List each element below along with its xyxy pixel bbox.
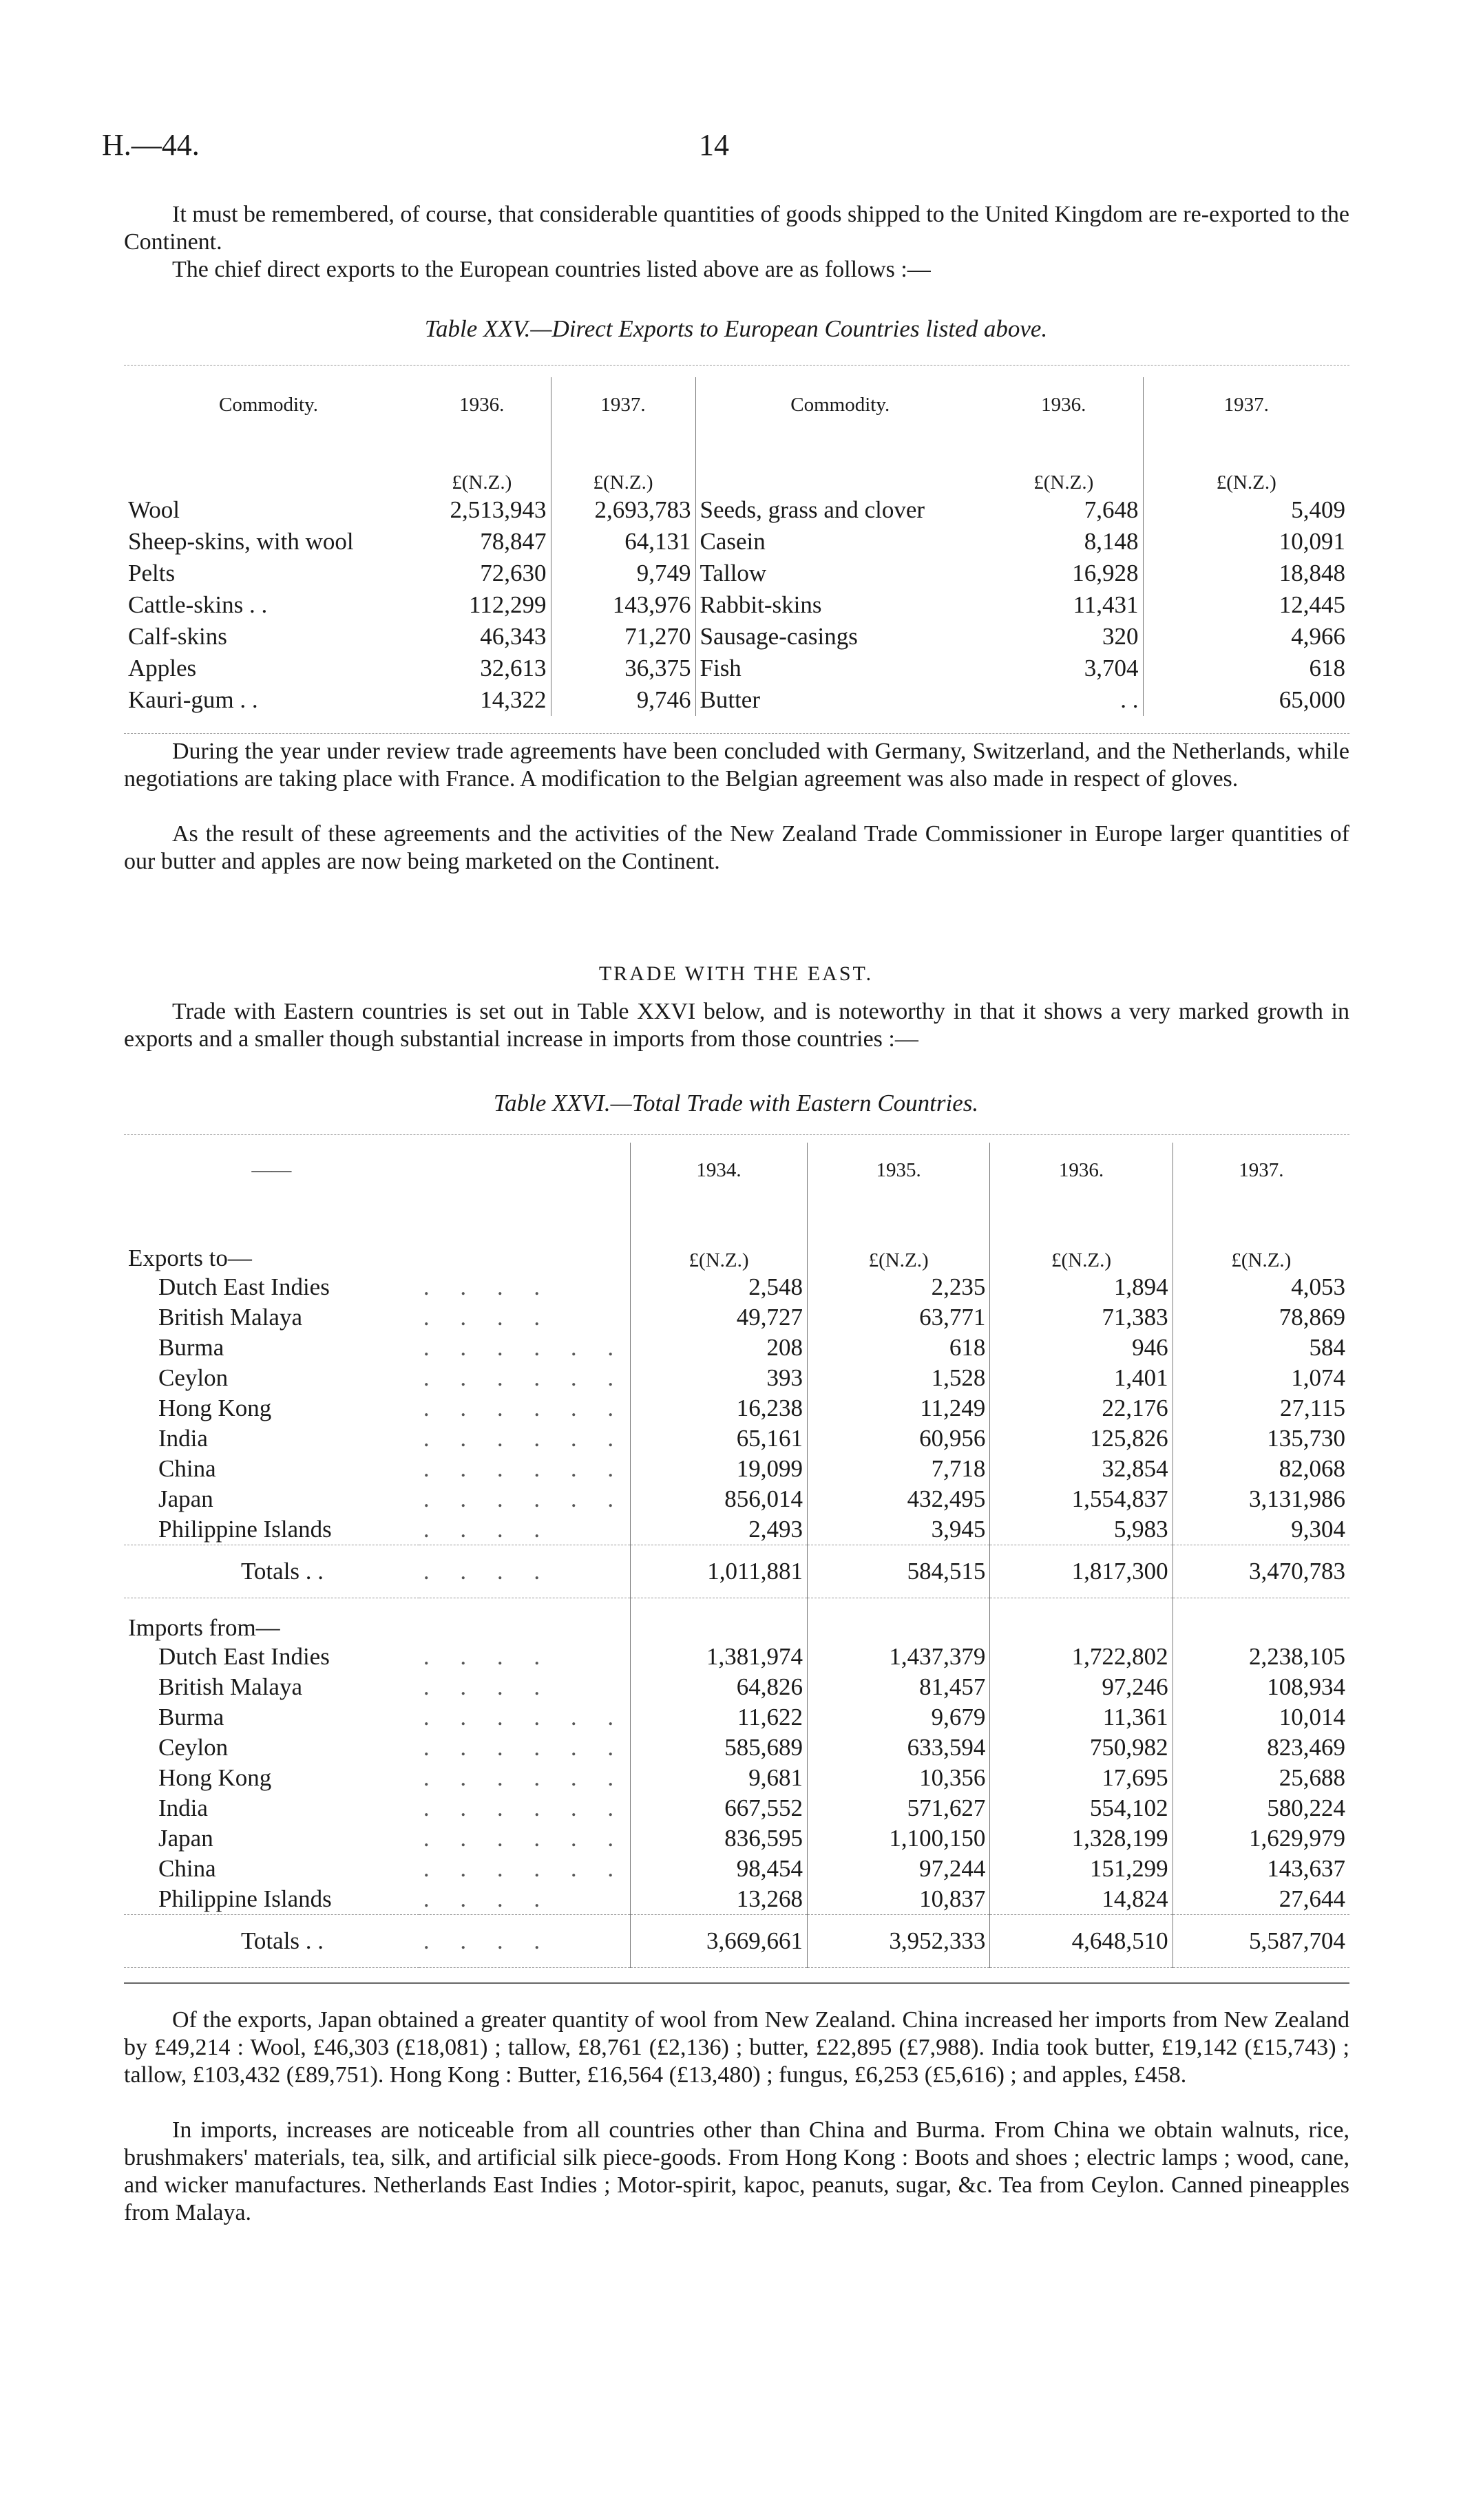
- t26-leader-dots: . . . . . .: [419, 1363, 631, 1393]
- t25-left-1936: 32,613: [413, 653, 551, 684]
- t26-export-1934: 208: [631, 1333, 808, 1363]
- t26-import-1937: 27,644: [1279, 1885, 1345, 1912]
- t26-leader-dots: . . . .: [419, 1302, 631, 1333]
- t26-import-1936: 1,328,199: [990, 1823, 1173, 1854]
- t26-import-1934: 585,689: [631, 1733, 808, 1763]
- t25-right-commodity: Seeds, grass and clover: [700, 496, 925, 523]
- t25-unit-1937-right: £(N.Z.): [1216, 472, 1276, 494]
- t26-import-1935: 1,100,150: [807, 1823, 989, 1854]
- intro-paragraph-2: The chief direct exports to the European countries listed above are as follows :—: [172, 257, 931, 282]
- t25-right-1936: . .: [985, 684, 1143, 716]
- t26-export-1935: 1,528: [807, 1363, 989, 1393]
- t25-right-1937: 65,000: [1279, 686, 1345, 713]
- t26-export-1934: 856,014: [631, 1484, 808, 1514]
- t26-import-1934: 836,595: [631, 1823, 808, 1854]
- t26-leader-dots: . . . .: [419, 1914, 631, 1967]
- t26-import-country: Hong Kong: [158, 1764, 272, 1791]
- t25-left-1937: 9,746: [551, 684, 695, 716]
- t26-import-1934: 9,681: [631, 1763, 808, 1793]
- t26-leader-dots: . . . .: [419, 1272, 631, 1302]
- middle-paragraph-2: As the result of these agreements and the activities of the New Zealand Trade Commissioner in Europe larger quantities of our butter and apples are now being marketed on the Continent.: [124, 821, 1349, 874]
- t26-leader-dots: . . . . . .: [419, 1484, 631, 1514]
- t26-export-1934: 19,099: [631, 1454, 808, 1484]
- t26-export-1936: 1,401: [990, 1363, 1173, 1393]
- t25-right-commodity: Tallow: [700, 560, 767, 586]
- t26-export-country: Philippine Islands: [158, 1515, 332, 1543]
- t25-left-commodity: Pelts: [128, 560, 176, 586]
- t26-imports-total-1934: 3,669,661: [631, 1914, 808, 1967]
- t26-label-header: ——: [251, 1158, 292, 1181]
- t25-right-1937: 5,409: [1291, 496, 1345, 523]
- t26-export-country: Ceylon: [158, 1364, 229, 1391]
- t26-export-1935: 63,771: [807, 1302, 989, 1333]
- t26-leader-dots: . . . . . .: [419, 1823, 631, 1854]
- t26-import-1937: 1,629,979: [1249, 1825, 1345, 1852]
- t26-imports-totals-label: Totals . .: [241, 1927, 324, 1954]
- t26-unit-1937: £(N.Z.): [1231, 1249, 1292, 1271]
- t26-leader-dots: . . . . . .: [419, 1702, 631, 1733]
- t25-right-1937: 10,091: [1279, 528, 1345, 555]
- t26-exports-total-1934: 1,011,881: [631, 1545, 808, 1598]
- t26-exports-total-1936: 1,817,300: [990, 1545, 1173, 1598]
- table-26-top-rule: [124, 1134, 1349, 1135]
- table-25-bottom-rule: [124, 733, 1349, 734]
- t26-export-country: British Malaya: [158, 1304, 302, 1331]
- t26-export-1937: 27,115: [1280, 1395, 1345, 1421]
- t26-leader-dots: . . . . . .: [419, 1333, 631, 1363]
- t26-export-1937: 9,304: [1291, 1515, 1345, 1543]
- t26-export-1934: 2,493: [631, 1514, 808, 1545]
- east-intro-paragraph: Trade with Eastern countries is set out in Table XXVI below, and is noteworthy in that it shows a very marked growth in exports and a smaller though substantial increase in imports from those countries :—: [124, 999, 1349, 1052]
- t26-import-1937: 143,637: [1267, 1855, 1345, 1882]
- t26-exports-totals-label: Totals . .: [241, 1557, 324, 1585]
- t26-leader-dots: . . . . . .: [419, 1763, 631, 1793]
- t25-left-commodity: Cattle-skins . .: [128, 591, 268, 618]
- t26-leader-dots: . . . .: [419, 1545, 631, 1598]
- t26-unit-1935: £(N.Z.): [807, 1198, 989, 1272]
- t26-import-country: China: [158, 1855, 216, 1882]
- t26-import-1937: 580,224: [1267, 1794, 1345, 1821]
- t25-left-1936: 2,513,943: [413, 494, 551, 526]
- t26-import-1937: 25,688: [1279, 1764, 1345, 1791]
- t25-left-commodity: Apples: [128, 655, 197, 681]
- t25-right-commodity: Rabbit-skins: [700, 591, 822, 618]
- t26-export-1934: 49,727: [631, 1302, 808, 1333]
- t26-export-1936: 1,554,837: [990, 1484, 1173, 1514]
- t26-export-1937: 78,869: [1279, 1304, 1345, 1331]
- t26-exports-total-1935: 584,515: [807, 1545, 989, 1598]
- t26-import-1937: 823,469: [1267, 1734, 1345, 1761]
- t26-export-country: India: [158, 1425, 208, 1452]
- t26-import-1936: 554,102: [990, 1793, 1173, 1823]
- t25-unit-1937-left: £(N.Z.): [551, 432, 695, 494]
- t26-1935-header: 1935.: [807, 1143, 989, 1198]
- t25-commodity-header-right: Commodity.: [790, 393, 890, 416]
- t26-exports-label: Exports to—: [128, 1245, 252, 1271]
- table-25-caption: Table XXV.—Direct Exports to European Countries listed above.: [424, 315, 1048, 342]
- closing-paragraph-1: Of the exports, Japan obtained a greater quantity of wool from New Zealand. China increased her imports from New Zealand by £49,214 : Wool, £46,303 (£18,081) ; tallow, £8,761 (£2,136) ; butter, £22,895 (£7,988). India took butter, £19,142 (£15,743) ; tallow, £103,432 (£89,751). Hong Kong : Butter, £16,564 (£13,480) ; fungus, £6,253 (£5,616) ; and apples, £458.: [124, 2007, 1349, 2088]
- t25-left-commodity: Sheep-skins, with wool: [128, 528, 354, 555]
- t25-left-commodity: Kauri-gum . .: [128, 686, 258, 713]
- t25-1937-header-left: 1937.: [551, 377, 695, 432]
- t26-1934-header: 1934.: [631, 1143, 808, 1198]
- t25-right-commodity: Fish: [700, 655, 742, 681]
- t26-export-1937: 82,068: [1279, 1455, 1345, 1482]
- t25-right-1937: 618: [1309, 655, 1345, 681]
- t26-leader-dots: . . . . . .: [419, 1733, 631, 1763]
- t26-leader-dots: . . . .: [419, 1884, 631, 1914]
- t26-export-1935: 618: [807, 1333, 989, 1363]
- t26-import-1934: 13,268: [631, 1884, 808, 1914]
- t26-export-country: Dutch East Indies: [158, 1273, 330, 1300]
- t26-export-1937: 3,131,986: [1249, 1485, 1345, 1512]
- t25-right-1936: 3,704: [985, 653, 1143, 684]
- t26-import-country: Dutch East Indies: [158, 1643, 330, 1670]
- t26-imports-total-1936: 4,648,510: [990, 1914, 1173, 1967]
- t26-import-1934: 667,552: [631, 1793, 808, 1823]
- t26-imports-label: Imports from—: [128, 1614, 280, 1641]
- page-number: 14: [699, 128, 729, 162]
- t25-left-1936: 14,322: [413, 684, 551, 716]
- table-26: [124, 1143, 1349, 1968]
- t26-export-country: Japan: [158, 1485, 213, 1512]
- section-heading-east: TRADE WITH THE EAST.: [598, 962, 874, 985]
- t26-export-1934: 16,238: [631, 1393, 808, 1423]
- t26-leader-dots: . . . . . .: [419, 1793, 631, 1823]
- t25-right-commodity: Butter: [700, 686, 760, 713]
- t26-export-1935: 7,718: [807, 1454, 989, 1484]
- t26-import-1935: 10,837: [807, 1884, 989, 1914]
- t26-import-1936: 1,722,802: [990, 1642, 1173, 1672]
- closing-paragraph-2: In imports, increases are noticeable from all countries other than China and Burma. From China we obtain walnuts, rice, brushmakers' materials, tea, silk, and artificial silk piece-goods. From Hong Kong : Boots and shoes ; electric lamps ; wood, cane, and wicker manufactures. Netherlands East Indies ; Motor-spirit, kapoc, peanuts, sugar, &c. Tea from Ceylon. Canned pineapples from Malaya.: [124, 2117, 1349, 2225]
- t26-leader-dots: . . . . . .: [419, 1393, 631, 1423]
- t25-1937-header-right: 1937.: [1223, 393, 1269, 416]
- t25-right-1937: 4,966: [1291, 623, 1345, 650]
- middle-paragraph-1: During the year under review trade agreements have been concluded with Germany, Switzerland, and the Netherlands, while negotiations are taking place with France. A modification to the Belgian agreement was also made in respect of gloves.: [124, 739, 1349, 792]
- t25-commodity-header-left: Commodity.: [219, 393, 318, 416]
- t25-right-1937: 18,848: [1279, 560, 1345, 586]
- table-25: [124, 377, 1349, 716]
- t26-export-1934: 65,161: [631, 1423, 808, 1454]
- t26-unit-1936: £(N.Z.): [990, 1198, 1173, 1272]
- t26-export-1936: 125,826: [990, 1423, 1173, 1454]
- t25-left-1936: 72,630: [413, 558, 551, 589]
- t26-import-1936: 14,824: [990, 1884, 1173, 1914]
- t25-left-1937: 36,375: [551, 653, 695, 684]
- t26-import-1934: 64,826: [631, 1672, 808, 1702]
- t26-leader-dots: . . . .: [419, 1514, 631, 1545]
- t26-import-1936: 151,299: [990, 1854, 1173, 1884]
- t26-leader-dots: . . . . . .: [419, 1423, 631, 1454]
- t25-left-1936: 112,299: [413, 589, 551, 621]
- t25-unit-1936-left: £(N.Z.): [413, 432, 551, 494]
- t26-unit-1934: £(N.Z.): [631, 1198, 808, 1272]
- t26-import-country: Ceylon: [158, 1734, 229, 1761]
- t25-right-1936: 8,148: [985, 526, 1143, 558]
- t26-import-country: India: [158, 1794, 208, 1821]
- t26-export-1936: 5,983: [990, 1514, 1173, 1545]
- t26-export-1934: 393: [631, 1363, 808, 1393]
- t26-import-1935: 1,437,379: [807, 1642, 989, 1672]
- t25-left-1937: 9,749: [551, 558, 695, 589]
- t26-import-1934: 98,454: [631, 1854, 808, 1884]
- t26-imports-total-1937: 5,587,704: [1249, 1927, 1345, 1954]
- t25-left-1937: 71,270: [551, 621, 695, 653]
- t26-export-country: Burma: [158, 1334, 224, 1361]
- t25-1936-header-left: 1936.: [413, 377, 551, 432]
- t25-right-1936: 11,431: [985, 589, 1143, 621]
- t26-import-1935: 633,594: [807, 1733, 989, 1763]
- t25-unit-1936-right: £(N.Z.): [985, 432, 1143, 494]
- intro-paragraph-1: It must be remembered, of course, that considerable quantities of goods shipped to the United Kingdom are re-exported to the Continent.: [124, 202, 1349, 255]
- t26-export-1936: 32,854: [990, 1454, 1173, 1484]
- t25-left-1936: 46,343: [413, 621, 551, 653]
- t26-1937-header: 1937.: [1239, 1158, 1284, 1181]
- t26-export-country: China: [158, 1455, 216, 1482]
- t26-import-1935: 571,627: [807, 1793, 989, 1823]
- t26-leader-dots: . . . . . .: [419, 1854, 631, 1884]
- t26-export-1935: 2,235: [807, 1272, 989, 1302]
- t25-left-1937: 143,976: [551, 589, 695, 621]
- t26-import-1936: 750,982: [990, 1733, 1173, 1763]
- t26-export-1936: 22,176: [990, 1393, 1173, 1423]
- t25-left-commodity: Wool: [128, 496, 180, 523]
- t26-import-country: Philippine Islands: [158, 1885, 332, 1912]
- t26-import-1936: 97,246: [990, 1672, 1173, 1702]
- t26-import-1936: 11,361: [990, 1702, 1173, 1733]
- t26-import-country: Japan: [158, 1825, 213, 1852]
- t26-imports-total-1935: 3,952,333: [807, 1914, 989, 1967]
- t26-import-1936: 17,695: [990, 1763, 1173, 1793]
- t26-import-1935: 9,679: [807, 1702, 989, 1733]
- t26-export-1936: 1,894: [990, 1272, 1173, 1302]
- t25-right-commodity: Sausage-casings: [700, 623, 858, 650]
- t25-right-1936: 7,648: [985, 494, 1143, 526]
- t26-export-country: Hong Kong: [158, 1395, 272, 1421]
- t25-right-1937: 12,445: [1279, 591, 1345, 618]
- t26-exports-total-1937: 3,470,783: [1249, 1557, 1345, 1585]
- t26-leader-dots: . . . .: [419, 1642, 631, 1672]
- t26-leader-dots: . . . .: [419, 1672, 631, 1702]
- document-reference: H.—44.: [102, 128, 200, 162]
- t26-import-1937: 10,014: [1279, 1704, 1345, 1730]
- t26-export-1937: 584: [1309, 1334, 1345, 1361]
- t26-export-1937: 1,074: [1291, 1364, 1345, 1391]
- t26-export-1935: 11,249: [807, 1393, 989, 1423]
- t25-left-1937: 64,131: [551, 526, 695, 558]
- t26-export-1937: 135,730: [1267, 1425, 1345, 1452]
- t26-1936-header: 1936.: [990, 1143, 1173, 1198]
- t26-import-1934: 11,622: [631, 1702, 808, 1733]
- t26-import-1934: 1,381,974: [631, 1642, 808, 1672]
- t26-export-1934: 2,548: [631, 1272, 808, 1302]
- t26-export-1935: 432,495: [807, 1484, 989, 1514]
- t25-1936-header-right: 1936.: [985, 377, 1143, 432]
- t26-export-1935: 3,945: [807, 1514, 989, 1545]
- t26-import-1937: 108,934: [1267, 1673, 1345, 1700]
- t26-import-country: British Malaya: [158, 1673, 302, 1700]
- t25-right-1936: 16,928: [985, 558, 1143, 589]
- t25-right-commodity: Casein: [700, 528, 766, 555]
- table-26-bottom-rule: [124, 1982, 1349, 1984]
- t26-import-1935: 97,244: [807, 1854, 989, 1884]
- t25-left-1936: 78,847: [413, 526, 551, 558]
- t26-leader-dots: . . . . . .: [419, 1454, 631, 1484]
- t26-export-1935: 60,956: [807, 1423, 989, 1454]
- t26-import-1937: 2,238,105: [1249, 1643, 1345, 1670]
- t26-export-1937: 4,053: [1291, 1273, 1345, 1300]
- t26-export-1936: 71,383: [990, 1302, 1173, 1333]
- t25-left-commodity: Calf-skins: [128, 623, 227, 650]
- t25-right-1936: 320: [985, 621, 1143, 653]
- t26-import-1935: 81,457: [807, 1672, 989, 1702]
- t26-export-1936: 946: [990, 1333, 1173, 1363]
- table-26-caption: Table XXVI.—Total Trade with Eastern Countries.: [493, 1090, 979, 1116]
- t26-import-1935: 10,356: [807, 1763, 989, 1793]
- table-25-top-rule: [124, 365, 1349, 366]
- t25-left-1937: 2,693,783: [551, 494, 695, 526]
- t26-import-country: Burma: [158, 1704, 224, 1730]
